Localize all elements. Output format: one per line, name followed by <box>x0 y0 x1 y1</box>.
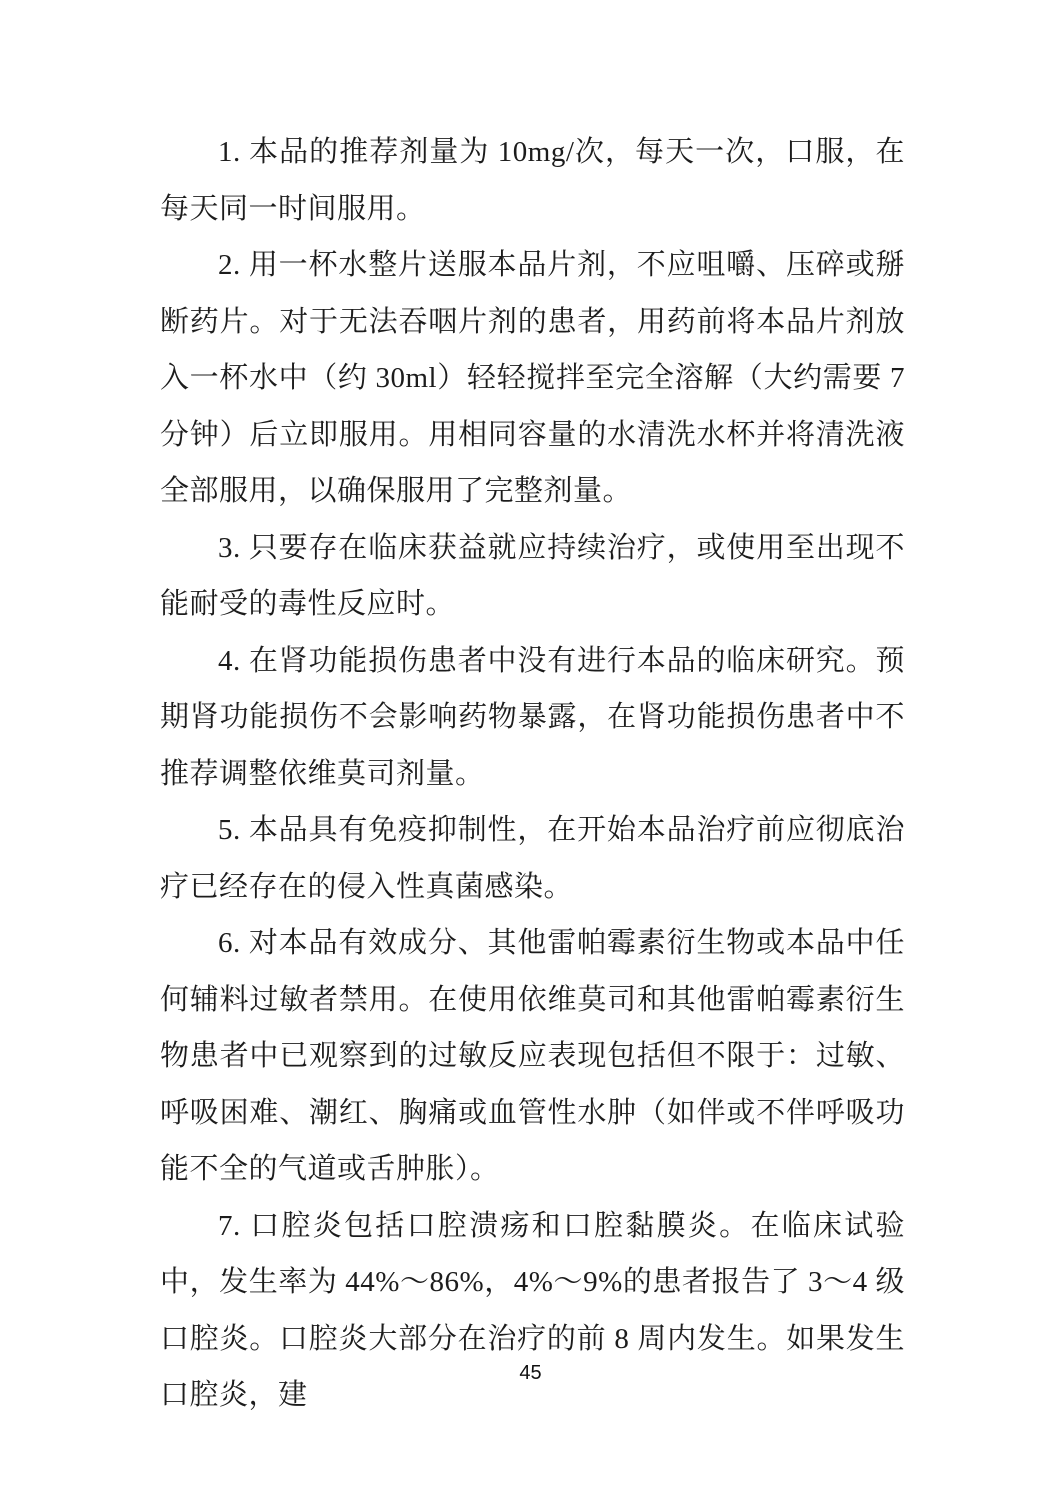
document-body <box>160 124 905 1424</box>
paragraph-renal-impairment: 4. 在肾功能损伤患者中没有进行本品的临床研究。预期肾功能损伤不会影响药物暴露，在肾功能损伤患者中不推荐调整依维莫司剂量。 <box>160 644 905 790</box>
page-footer <box>0 1362 1061 1385</box>
paragraph-immunosuppression: 5. 本品具有免疫抑制性，在开始本品治疗前应彻底治疗已经存在的侵入性真菌感染。 <box>160 814 905 903</box>
paragraph-stomatitis: 7. 口腔炎包括口腔溃疡和口腔黏膜炎。在临床试验中，发生率为 44%～86%，4%～9%的患者报告了 3～4 级口腔炎。口腔炎大部分在治疗的前 8 周内发生。如果发生口腔炎，建 <box>160 1209 905 1411</box>
paragraph-administration: 2. 用一杯水整片送服本品片剂，不应咀嚼、压碎或掰断药片。对于无法吞咽片剂的患者，用药前将本品片剂放入一杯水中（约 30ml）轻轻搅拌至完全溶解（大约需要 7 分钟）后立即服用。用相同容量的水清洗水杯并将清洗液全部服用，以确保服用了完整剂量。 <box>160 249 905 507</box>
page-number: 45 <box>519 1362 542 1384</box>
paragraph-treatment-duration: 3. 只要存在临床获益就应持续治疗，或使用至出现不能耐受的毒性反应时。 <box>160 531 905 620</box>
paragraph-dosage: 1. 本品的推荐剂量为 10mg/次，每天一次，口服，在每天同一时间服用。 <box>160 136 905 225</box>
paragraph-hypersensitivity: 6. 对本品有效成分、其他雷帕霉素衍生物或本品中任何辅料过敏者禁用。在使用依维莫司和其他雷帕霉素衍生物患者中已观察到的过敏反应表现包括但不限于：过敏、呼吸困难、潮红、胸痛或血管性水肿（如伴或不伴呼吸功能不全的气道或舌肿胀）。 <box>160 927 905 1185</box>
